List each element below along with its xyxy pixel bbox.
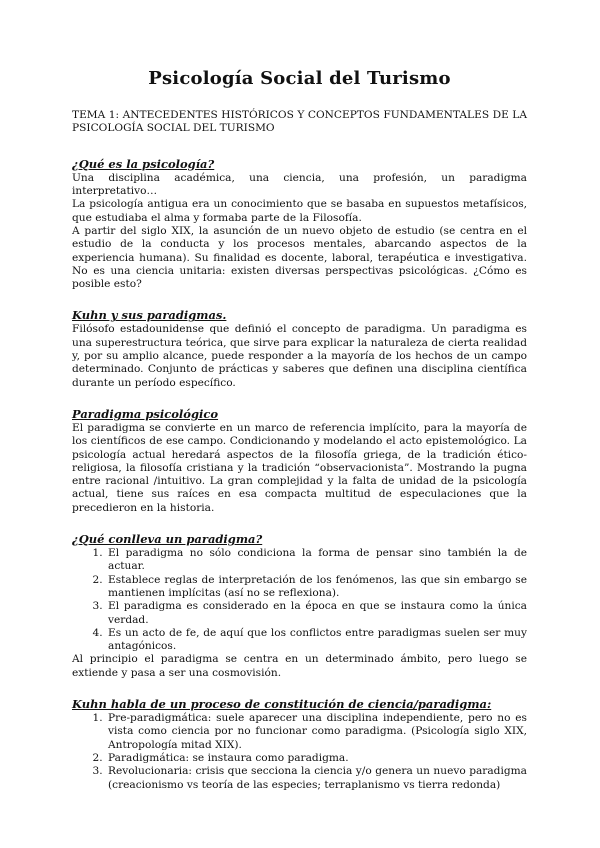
section-heading: Paradigma psicológico (72, 406, 219, 421)
list-item: 1. El paradigma no sólo condiciona la forma de pensar sino también la de actuar. (106, 547, 527, 574)
section-heading: ¿Qué conlleva un paradigma? (72, 532, 263, 547)
numbered-list (72, 547, 527, 653)
topic-heading: TEMA 1: ANTECEDENTES HISTÓRICOS Y CONCEPTOS FUNDAMENTALES DE LA PSICOLOGÍA SOCIAL DEL TURISMO (72, 109, 527, 135)
section-what-paradigm-entails (72, 532, 527, 680)
list-item: 4. Es un acto de fe, de aquí que los conflictos entre paradigmas suelen ser muy antagónicos. (106, 627, 527, 654)
paragraph: Filósofo estadounidense que definió el concepto de paradigma. Un paradigma es una superestructura teórica, que sirve para explicar la naturaleza de cierta realidad y, por su amplio alcance, puede responder a la mayoría de los hechos de un campo determinado. Conjunto de prácticas y saberes que definen una disciplina científica durante un período específico. (72, 323, 527, 389)
document-title: Psicología Social del Turismo (148, 68, 451, 89)
numbered-list (72, 712, 527, 792)
paragraph: A partir del siglo XIX, la asunción de un nuevo objeto de estudio (se centra en el estudio de la conducta y los procesos mentales, abarcando aspectos de la experiencia humana). Su finalidad es docente, laboral, terapéutica e investigativa. No es una ciencia unitaria: existen diversas perspectivas psicológicas. ¿Cómo es posible esto? (72, 225, 527, 291)
section-heading: Kuhn habla de un proceso de constitución de ciencia/paradigma: (72, 697, 492, 712)
paragraph: El paradigma se convierte en un marco de referencia implícito, para la mayoría de los científicos de ese campo. Condicionando y modelando el acto epistemológico. La psicología actual heredará aspectos de la filosofía griega, de la tradición ético-religiosa, la filosofía cristiana y la tradición “observacionista”. Mostrando la pugna entre racional /intuitivo. La gran complejidad y la falta de unidad de la psicología actual, tiene sus raíces en esa compacta multitud de especulaciones que la precedieron en la historia. (72, 421, 527, 514)
paragraph: Al principio el paradigma se centra en un determinado ámbito, pero luego se extiende y pasa a ser una cosmovisión. (72, 653, 527, 679)
list-item: 2. Establece reglas de interpretación de los fenómenos, las que sin embargo se mantienen implícitas (así no se reflexiona). (106, 574, 527, 601)
section-kuhn-paradigms (72, 308, 527, 389)
section-science-constitution (72, 697, 527, 792)
list-item: 1. Pre-paradigmática: suele aparecer una disciplina independiente, pero no es vista como ciencia por no funcionar como paradigma. (Psicología siglo XIX, Antropología mitad XIX). (106, 712, 527, 752)
list-item: 3. El paradigma es considerado en la época en que se instaura como la única verdad. (106, 600, 527, 627)
list-item: 2. Paradigmática: se instaura como paradigma. (106, 752, 527, 765)
section-what-is-psychology (72, 157, 527, 292)
paragraph: La psicología antigua era un conocimiento que se basaba en supuestos metafísicos, que estudiaba el alma y formaba parte de la Filosofía. (72, 198, 527, 224)
document-page (72, 68, 527, 809)
section-heading: ¿Qué es la psicología? (72, 156, 215, 171)
section-heading: Kuhn y sus paradigmas. (72, 308, 227, 323)
list-item: 3. Revolucionaria: crisis que secciona la ciencia y/o genera un nuevo paradigma (creacionismo vs teoría de las especies; terraplanismo vs tierra redonda) (106, 765, 527, 792)
section-psychological-paradigm (72, 407, 527, 515)
paragraph: Una disciplina académica, una ciencia, una profesión, un paradigma interpretativo… (72, 171, 527, 198)
